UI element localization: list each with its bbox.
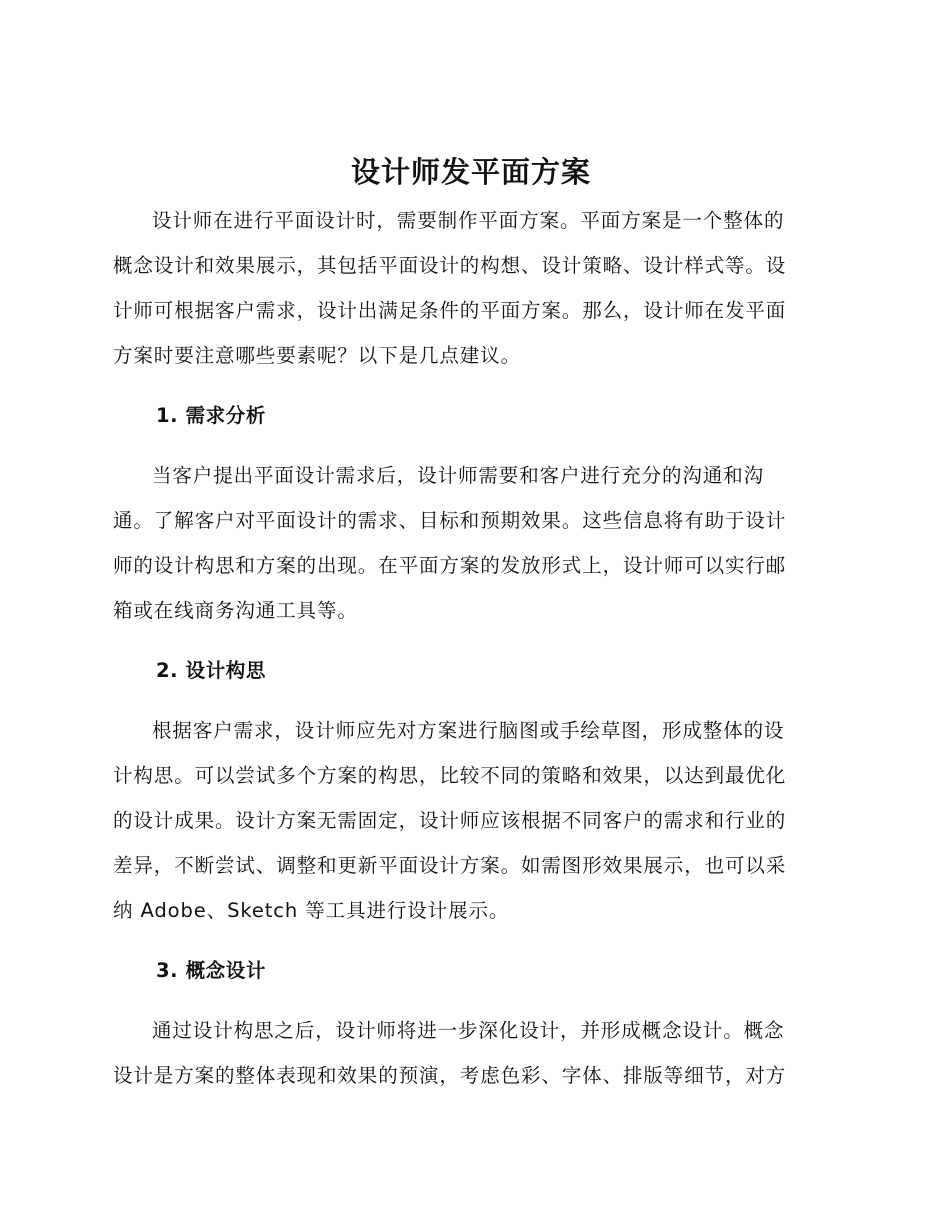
section-heading-concept-design: 3. 概念设计 — [156, 959, 266, 982]
spacer — [113, 933, 829, 948]
document-page — [113, 150, 829, 1098]
section-body-design-concept: 根据客户需求，设计师应先对方案进行脑图或手绘草图，形成整体的设 计构思。可以尝试多个方案的构思，比较不同的策略和效果，以达到最优化 的设计成果。设计方案无需固定，设计师应该根据不同客户的需求和行业的 差异，不断尝试、调整和更新平面设计方案。如需图形效果展示，也可以采 纳 Adobe、Sketch 等工具进行设计展示。 — [113, 719, 787, 922]
document-title: 设计师发平面方案 — [350, 155, 591, 189]
spacer — [113, 693, 829, 708]
spacer — [113, 378, 829, 393]
section-body-concept-design: 通过设计构思之后，设计师将进一步深化设计，并形成概念设计。概念 设计是方案的整体表现和效果的预演，考虑色彩、字体、排版等细节，对方 — [113, 1019, 787, 1087]
section-heading-demand-analysis: 1. 需求分析 — [156, 404, 266, 427]
section-heading-design-concept: 2. 设计构思 — [156, 659, 266, 682]
section-body-demand-analysis: 当客户提出平面设计需求后，设计师需要和客户进行充分的沟通和沟 通。了解客户对平面设计的需求、目标和预期效果。这些信息将有助于设计 师的设计构思和方案的出现。在平面方案的发放形式上，设计师可以实行邮 箱或在线商务沟通工具等。 — [113, 464, 787, 622]
spacer — [113, 993, 829, 1008]
spacer — [113, 633, 829, 648]
spacer — [113, 438, 829, 453]
intro-paragraph: 设计师在进行平面设计时，需要制作平面方案。平面方案是一个整体的 概念设计和效果展示，其包括平面设计的构想、设计策略、设计样式等。设 计师可根据客户需求，设计出满足条件的平面方案。那么，设计师在发平面 方案时要注意哪些要素呢？以下是几点建议。 — [113, 209, 787, 367]
